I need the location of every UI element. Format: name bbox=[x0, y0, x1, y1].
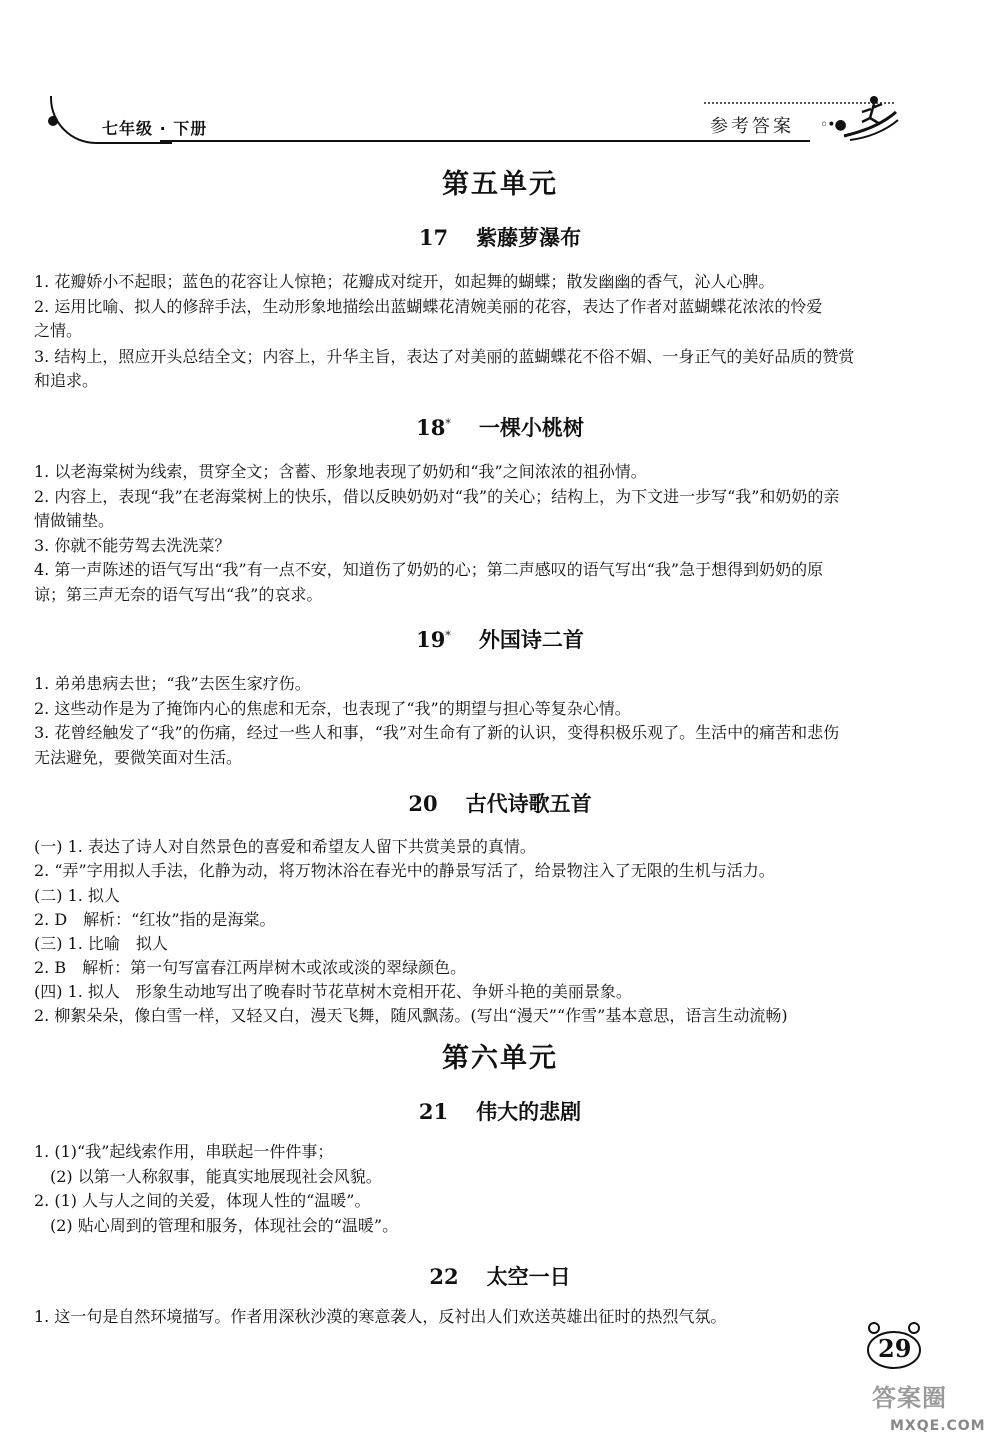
lesson-number: 19* bbox=[416, 627, 451, 652]
answer-key-label: 参考答案 bbox=[710, 116, 794, 137]
answer-line: (三) 1. 比喻 拟人 bbox=[34, 934, 168, 953]
lesson-heading bbox=[0, 1261, 1000, 1291]
answer-line: 和追求。 bbox=[34, 371, 99, 390]
lesson-number: 20 bbox=[408, 791, 438, 816]
lesson-heading bbox=[0, 1096, 1000, 1126]
answer-line: 1. 以老海棠树为线索，贯穿全文；含蓄、形象地表现了奶奶和“我”之间浓浓的祖孙情。 bbox=[34, 462, 647, 481]
lesson-title: 古代诗歌五首 bbox=[465, 792, 592, 816]
watermark-logo: 答案圈 bbox=[872, 1384, 947, 1412]
page-header bbox=[40, 90, 960, 150]
answer-line: 2. 内容上，表现“我”在老海棠树上的快乐，借以反映奶奶对“我”的关心；结构上，为下文进一步写“我”和奶奶的亲 bbox=[34, 487, 840, 506]
answer-line: 2. “弄”字用拟人手法，化静为动，将万物沐浴在春光中的静景写活了，给景物注入了无限的生机与活力。 bbox=[34, 861, 775, 880]
answer-line: (二) 1. 拟人 bbox=[34, 886, 120, 905]
answer-line: 1. 花瓣娇小不起眼；蓝色的花容让人惊艳；花瓣成对绽开，如起舞的蝴蝶；散发幽幽的香气，沁人心脾。 bbox=[34, 272, 775, 291]
lesson-heading bbox=[0, 624, 1000, 654]
answer-line: 2. 运用比喻、拟人的修辞手法，生动形象地描绘出蓝蝴蝶花清婉美丽的花容，表达了作者对蓝蝴蝶花浓浓的怜爱 bbox=[34, 297, 823, 316]
lesson-title: 太空一日 bbox=[486, 1265, 571, 1289]
answer-line: 情做铺垫。 bbox=[34, 511, 115, 530]
answer-line: 2. D 解析：“红妆”指的是海棠。 bbox=[34, 910, 276, 929]
lesson-title: 紫藤萝瀑布 bbox=[476, 226, 582, 250]
answer-line: (四) 1. 拟人 形象生动地写出了晚春时节花草树木竞相开花、争妍斗艳的美丽景象。 bbox=[34, 982, 632, 1001]
watermark-url: MXQE.COM bbox=[890, 1418, 986, 1434]
answer-line: 2. 柳絮朵朵，像白雪一样，又轻又白，漫天飞舞，随风飘荡。(写出“漫天”“作雪”基本意思，语言生动流畅) bbox=[34, 1006, 788, 1025]
answer-line: 1. 这一句是自然环境描写。作者用深秋沙漠的寒意袭人，反衬出人们欢送英雄出征时的热烈气氛。 bbox=[34, 1307, 727, 1326]
header-bullet-icon bbox=[48, 116, 58, 126]
header-beads-icon: ◦•● bbox=[820, 117, 846, 133]
lesson-number: 18* bbox=[416, 415, 451, 440]
lesson-heading bbox=[0, 412, 1000, 442]
grade-label: 七年级 · 下册 bbox=[102, 119, 208, 138]
answer-line: 1. (1)“我”起线索作用，串联起一件件事； bbox=[34, 1142, 334, 1161]
lesson-title: 伟大的悲剧 bbox=[476, 1100, 582, 1124]
answer-line: 2. 这些动作是为了掩饰内心的焦虑和无奈，也表现了“我”的期望与担心等复杂心情。 bbox=[34, 699, 631, 718]
page-number: 29 bbox=[878, 1334, 912, 1363]
lesson-heading bbox=[0, 222, 1000, 252]
answer-line: (2) 以第一人称叙事，能真实地展现社会风貌。 bbox=[50, 1167, 382, 1186]
answer-line: 3. 你就不能劳驾去洗洗菜？ bbox=[34, 536, 231, 555]
answer-line: (2) 贴心周到的管理和服务，体现社会的“温暖”。 bbox=[50, 1216, 399, 1235]
answer-line: 3. 花曾经触发了“我”的伤痛，经过一些人和事，“我”对生命有了新的认识，变得积极乐观了。生活中的痛苦和悲伤 bbox=[34, 723, 840, 742]
answer-line: 无法避免，要微笑面对生活。 bbox=[34, 748, 243, 767]
unit-title: 第六单元 bbox=[442, 1043, 558, 1074]
lesson-heading bbox=[0, 788, 1000, 818]
lesson-title: 外国诗二首 bbox=[478, 628, 584, 652]
lesson-number: 22 bbox=[429, 1264, 459, 1289]
answer-line: 4. 第一声陈述的语气写出“我”有一点不安，知道伤了奶奶的心；第二声感叹的语气写出“我”急于想得到奶奶的原 bbox=[34, 560, 824, 579]
answer-line: 3. 结构上，照应开头总结全文；内容上，升华主旨，表达了对美丽的蓝蝴蝶花不俗不媚、一身正气的美好品质的赞赏 bbox=[34, 347, 855, 366]
surfer-logo-icon bbox=[840, 92, 900, 144]
unit-title: 第五单元 bbox=[442, 169, 558, 200]
answer-line: 1. 弟弟患病去世；“我”去医生家疗伤。 bbox=[34, 674, 311, 693]
lesson-number: 17 bbox=[418, 225, 449, 250]
answer-line: 2. (1) 人与人之间的关爱，体现人性的“温暖”。 bbox=[34, 1191, 371, 1210]
answer-line: 谅；第三声无奈的语气写出“我”的哀求。 bbox=[34, 585, 323, 604]
lesson-title: 一棵小桃树 bbox=[478, 416, 584, 440]
answer-line: 2. B 解析：第一句写富春江两岸树木或浓或淡的翠绿颜色。 bbox=[34, 958, 467, 977]
header-rule bbox=[160, 140, 810, 142]
lesson-number: 21 bbox=[418, 1099, 449, 1124]
answer-line: (一) 1. 表达了诗人对自然景色的喜爱和希望友人留下共赏美景的真情。 bbox=[34, 837, 536, 856]
answer-line: 之情。 bbox=[34, 321, 83, 340]
